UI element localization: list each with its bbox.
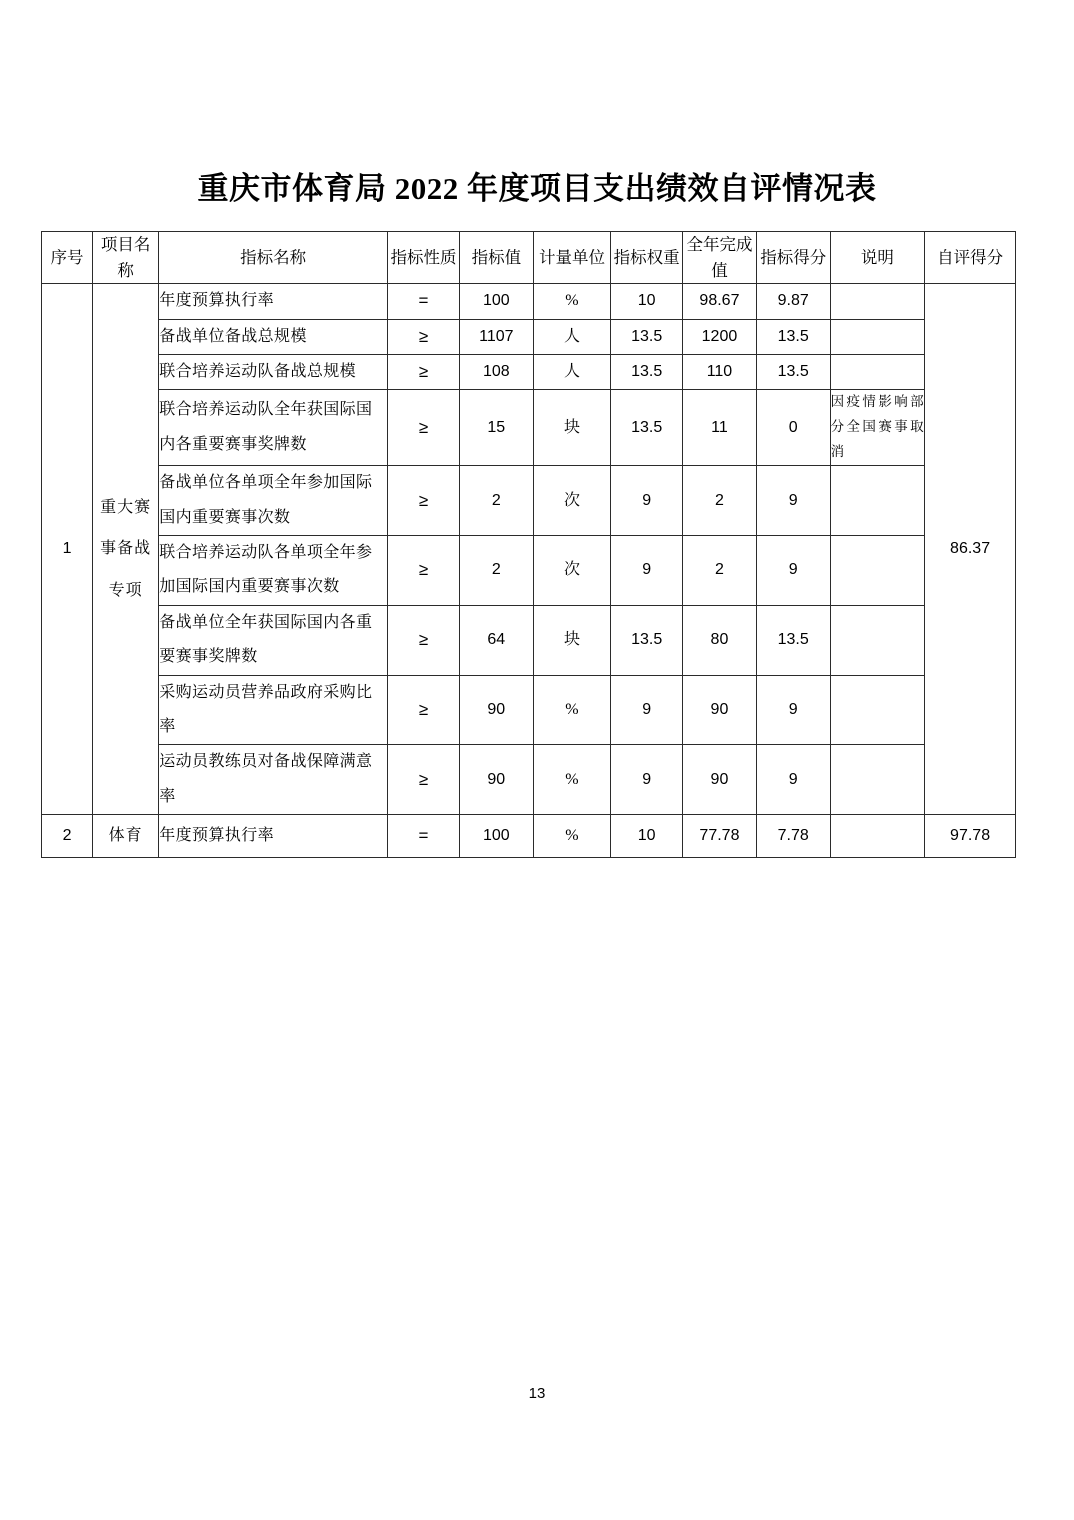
cell-indicator-value: 90 xyxy=(459,745,533,815)
cell-indicator-score: 7.78 xyxy=(756,815,830,858)
cell-indicator-value: 90 xyxy=(459,675,533,745)
header-indicator-value: 指标值 xyxy=(459,232,533,284)
cell-indicator-name: 采购运动员营养品政府采购比率 xyxy=(159,675,388,745)
cell-indicator-score: 9 xyxy=(756,675,830,745)
nature-symbol: ≥ xyxy=(418,417,429,437)
cell-unit: 块 xyxy=(533,390,611,466)
nature-symbol: ≥ xyxy=(418,699,429,719)
performance-self-evaluation-table xyxy=(41,231,1016,858)
cell-indicator-nature xyxy=(388,815,460,858)
cell-indicator-value: 108 xyxy=(459,354,533,389)
nature-symbol: = xyxy=(418,825,429,845)
cell-weight: 13.5 xyxy=(611,319,683,354)
page-number: 13 xyxy=(528,1385,546,1402)
cell-annual-actual: 1200 xyxy=(683,319,757,354)
cell-annual-actual: 98.67 xyxy=(683,284,757,319)
table-row xyxy=(42,319,1016,354)
cell-note xyxy=(830,745,925,815)
table-row xyxy=(42,745,1016,815)
header-note: 说明 xyxy=(830,232,925,284)
cell-annual-actual: 11 xyxy=(683,390,757,466)
cell-project-name: 体育 xyxy=(93,815,159,858)
table-row xyxy=(42,390,1016,466)
header-indicator-name: 指标名称 xyxy=(159,232,388,284)
cell-indicator-name: 备战单位全年获国际国内各重要赛事奖牌数 xyxy=(159,605,388,675)
cell-unit: 人 xyxy=(533,319,611,354)
cell-indicator-name: 备战单位备战总规模 xyxy=(159,319,388,354)
cell-indicator-name: 运动员教练员对备战保障满意率 xyxy=(159,745,388,815)
table-row xyxy=(42,605,1016,675)
cell-indicator-value: 100 xyxy=(459,284,533,319)
header-seq: 序号 xyxy=(42,232,93,284)
cell-unit: % xyxy=(533,284,611,319)
page-title: 重庆市体育局 2022 年度项目支出绩效自评情况表 xyxy=(197,171,877,206)
nature-symbol: ≥ xyxy=(418,362,429,382)
header-self-score: 自评得分 xyxy=(925,232,1016,284)
cell-note xyxy=(830,466,925,536)
cell-indicator-value: 2 xyxy=(459,535,533,605)
cell-unit: 人 xyxy=(533,354,611,389)
header-indicator-score: 指标得分 xyxy=(756,232,830,284)
cell-weight: 13.5 xyxy=(611,390,683,466)
cell-weight: 9 xyxy=(611,675,683,745)
cell-note xyxy=(830,319,925,354)
cell-indicator-name: 联合培养运动队各单项全年参加国际国内重要赛事次数 xyxy=(159,535,388,605)
cell-unit: % xyxy=(533,815,611,858)
cell-note xyxy=(830,535,925,605)
header-annual-actual: 全年完成值 xyxy=(683,232,757,284)
cell-note xyxy=(830,815,925,858)
table-row xyxy=(42,675,1016,745)
cell-indicator-value: 100 xyxy=(459,815,533,858)
cell-indicator-nature xyxy=(388,284,460,319)
cell-annual-actual: 90 xyxy=(683,675,757,745)
cell-project-name: 重大赛事备战专项 xyxy=(93,284,159,815)
table-row xyxy=(42,535,1016,605)
cell-indicator-score: 13.5 xyxy=(756,354,830,389)
cell-indicator-nature xyxy=(388,745,460,815)
cell-indicator-score: 9 xyxy=(756,466,830,536)
nature-symbol: ≥ xyxy=(418,769,429,789)
cell-annual-actual: 110 xyxy=(683,354,757,389)
cell-weight: 9 xyxy=(611,466,683,536)
cell-annual-actual: 2 xyxy=(683,466,757,536)
cell-indicator-value: 1107 xyxy=(459,319,533,354)
nature-symbol: = xyxy=(418,291,429,311)
cell-unit: % xyxy=(533,745,611,815)
cell-note xyxy=(830,605,925,675)
cell-weight: 9 xyxy=(611,745,683,815)
table-row xyxy=(42,815,1016,858)
cell-unit: 块 xyxy=(533,605,611,675)
cell-indicator-nature xyxy=(388,466,460,536)
cell-indicator-score: 9 xyxy=(756,535,830,605)
header-weight: 指标权重 xyxy=(611,232,683,284)
cell-indicator-score: 13.5 xyxy=(756,605,830,675)
cell-indicator-score: 13.5 xyxy=(756,319,830,354)
cell-weight: 13.5 xyxy=(611,605,683,675)
cell-seq: 2 xyxy=(42,815,93,858)
cell-note xyxy=(830,675,925,745)
cell-note xyxy=(830,284,925,319)
cell-indicator-nature xyxy=(388,535,460,605)
cell-indicator-name: 联合培养运动队全年获国际国内各重要赛事奖牌数 xyxy=(159,390,388,466)
cell-indicator-name: 年度预算执行率 xyxy=(159,815,388,858)
performance-table-container xyxy=(41,231,1016,858)
cell-unit: 次 xyxy=(533,535,611,605)
nature-symbol: ≥ xyxy=(418,490,429,510)
cell-annual-actual: 2 xyxy=(683,535,757,605)
cell-indicator-value: 2 xyxy=(459,466,533,536)
cell-indicator-score: 9.87 xyxy=(756,284,830,319)
cell-self-score: 86.37 xyxy=(925,284,1016,815)
table-row xyxy=(42,284,1016,319)
nature-symbol: ≥ xyxy=(418,326,429,346)
cell-annual-actual: 80 xyxy=(683,605,757,675)
cell-indicator-name: 备战单位各单项全年参加国际国内重要赛事次数 xyxy=(159,466,388,536)
cell-indicator-nature xyxy=(388,390,460,466)
nature-symbol: ≥ xyxy=(418,560,429,580)
cell-indicator-nature xyxy=(388,319,460,354)
cell-unit: % xyxy=(533,675,611,745)
cell-note xyxy=(830,354,925,389)
header-unit: 计量单位 xyxy=(533,232,611,284)
table-row xyxy=(42,354,1016,389)
cell-self-score: 97.78 xyxy=(925,815,1016,858)
cell-indicator-score: 0 xyxy=(756,390,830,466)
header-project-name: 项目名称 xyxy=(93,232,159,284)
cell-indicator-nature xyxy=(388,354,460,389)
table-row xyxy=(42,466,1016,536)
cell-indicator-name: 联合培养运动队备战总规模 xyxy=(159,354,388,389)
cell-indicator-nature xyxy=(388,605,460,675)
cell-indicator-name: 年度预算执行率 xyxy=(159,284,388,319)
cell-unit: 次 xyxy=(533,466,611,536)
cell-indicator-value: 64 xyxy=(459,605,533,675)
table-header-row xyxy=(42,232,1016,284)
cell-annual-actual: 77.78 xyxy=(683,815,757,858)
cell-weight: 13.5 xyxy=(611,354,683,389)
cell-indicator-nature xyxy=(388,675,460,745)
cell-seq: 1 xyxy=(42,284,93,815)
cell-note: 因疫情影响部分全国赛事取消 xyxy=(830,390,925,466)
cell-indicator-score: 9 xyxy=(756,745,830,815)
cell-weight: 10 xyxy=(611,815,683,858)
cell-weight: 9 xyxy=(611,535,683,605)
header-indicator-nature: 指标性质 xyxy=(388,232,460,284)
cell-weight: 10 xyxy=(611,284,683,319)
table-body xyxy=(42,284,1016,858)
cell-annual-actual: 90 xyxy=(683,745,757,815)
nature-symbol: ≥ xyxy=(418,630,429,650)
cell-indicator-value: 15 xyxy=(459,390,533,466)
